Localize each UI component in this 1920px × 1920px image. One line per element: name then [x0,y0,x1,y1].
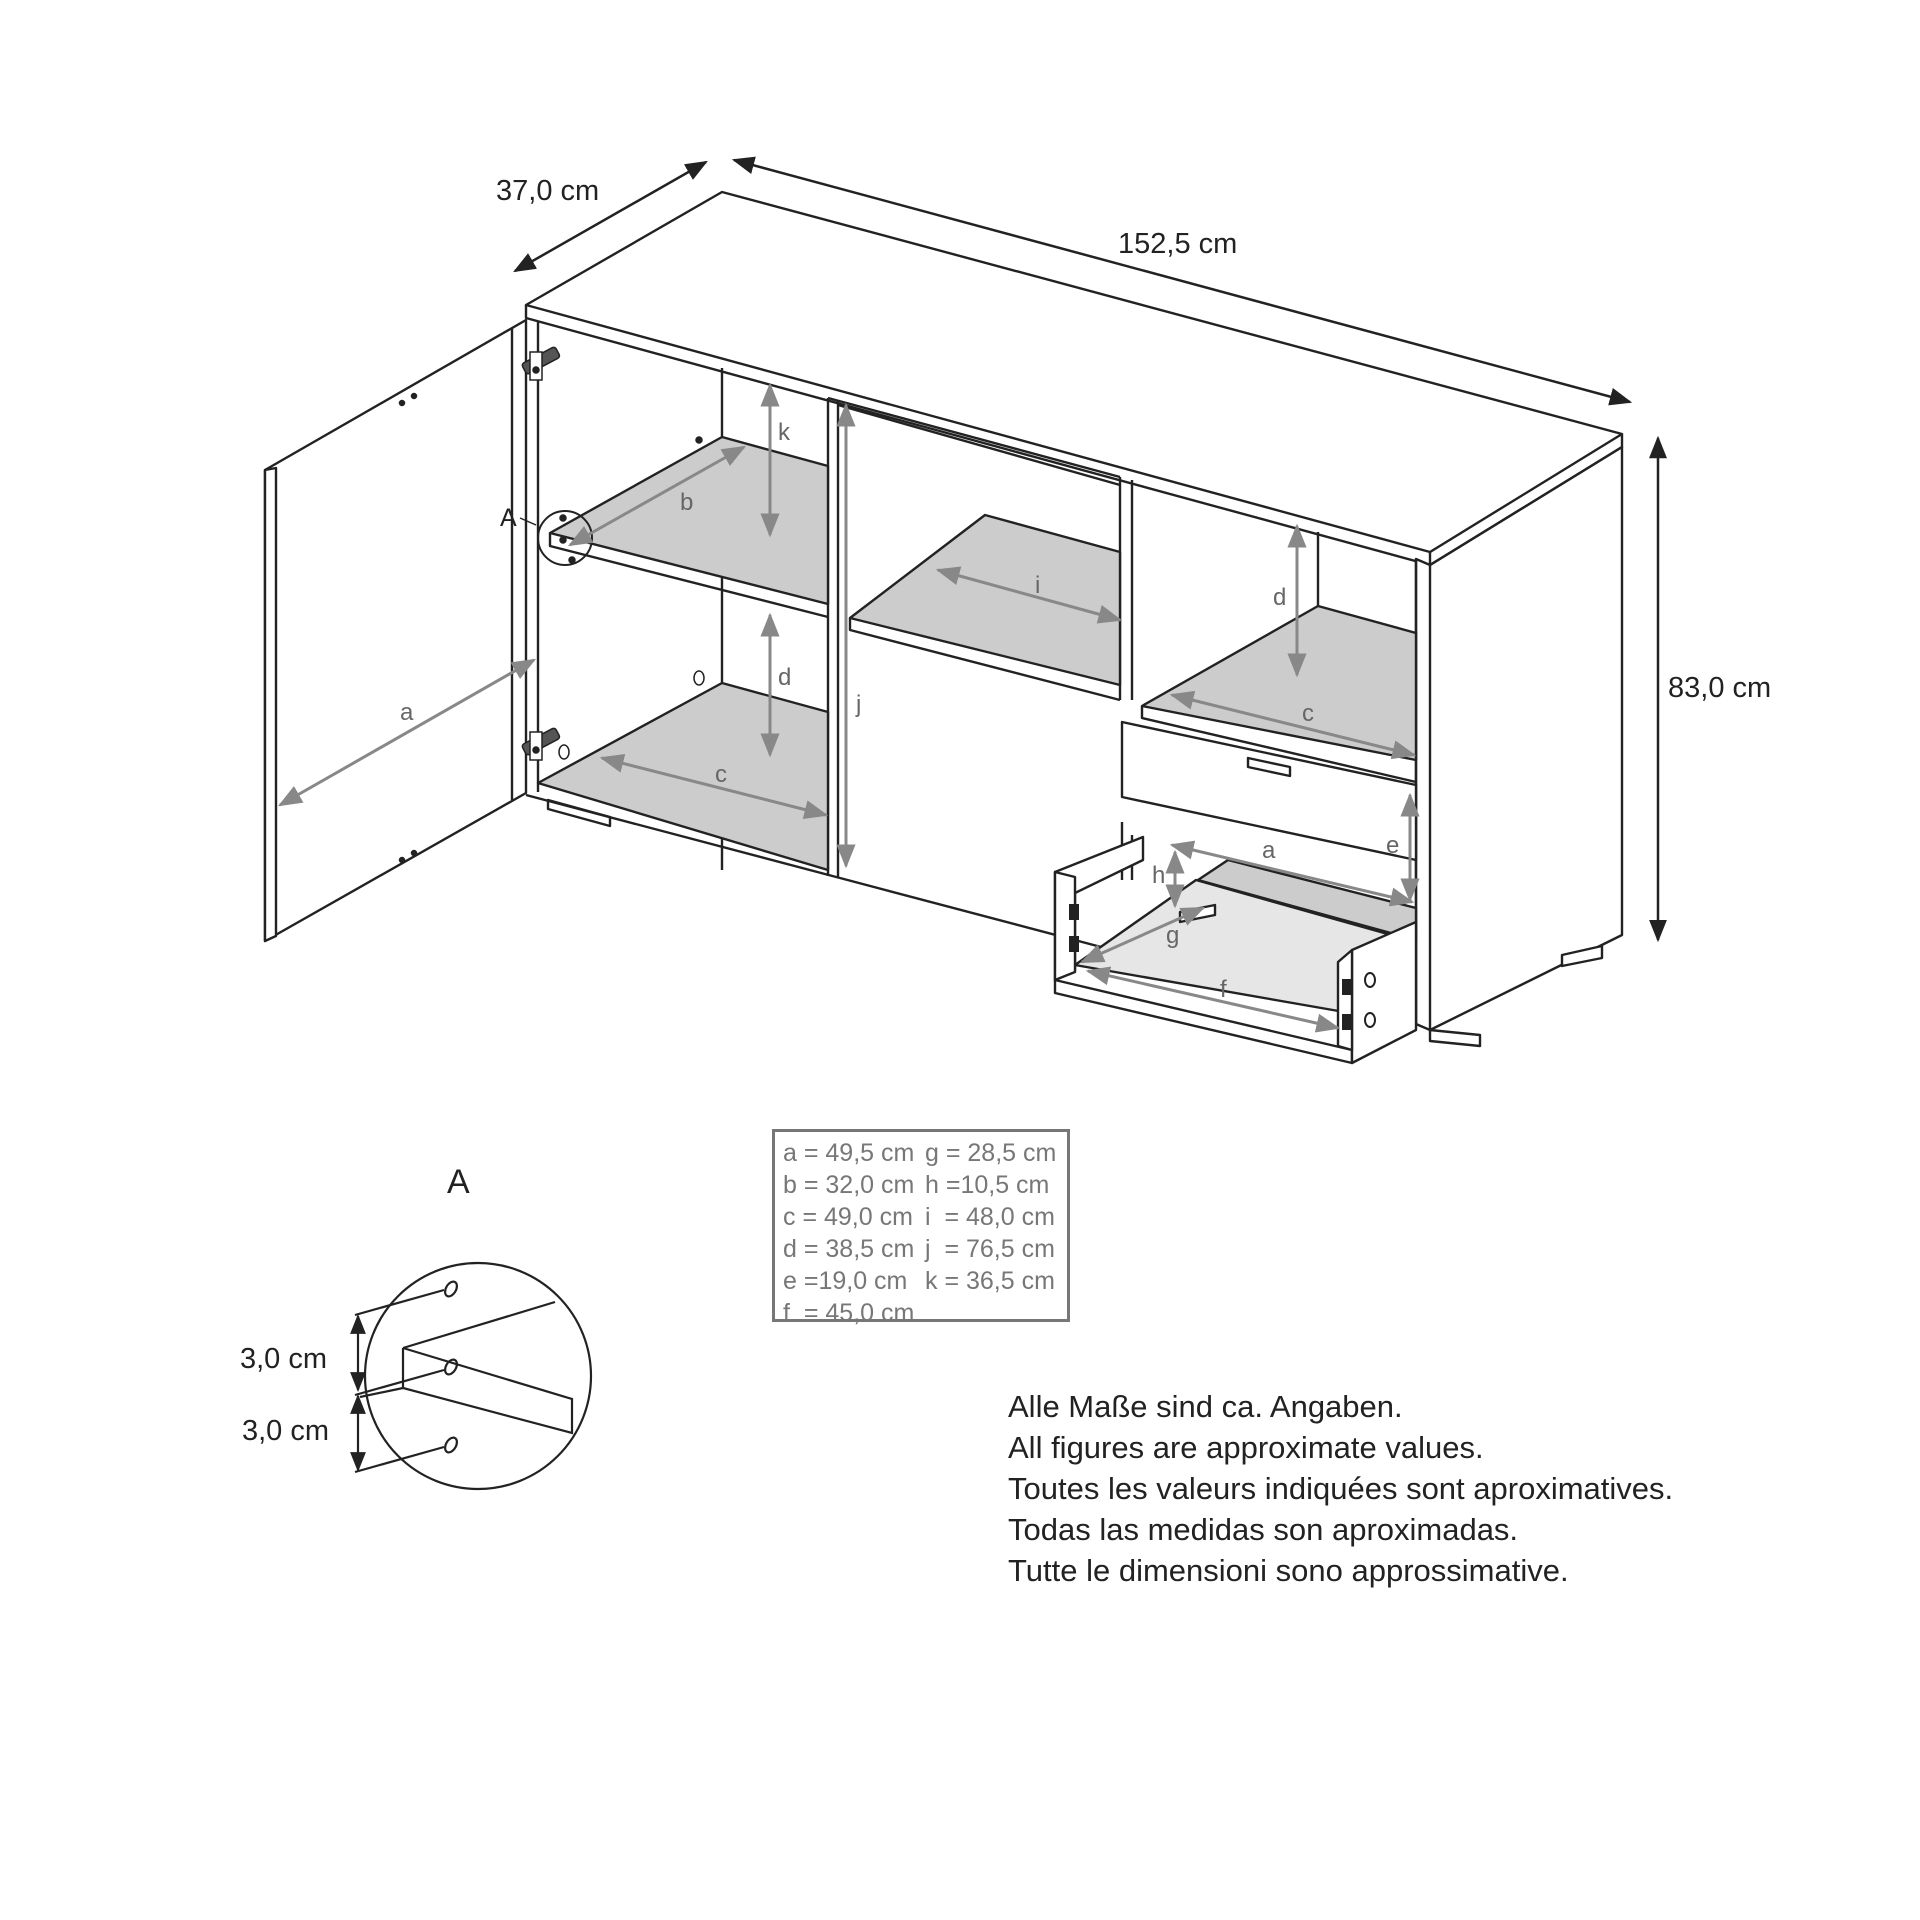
legend-cell-left: a = 49,5 cm [783,1139,915,1167]
legend-row [783,1297,1067,1329]
note-german: Alle Maße sind ca. Angaben. [1008,1389,1403,1424]
depth-dimension-label: 37,0 cm [496,175,600,207]
label-i: i [1035,572,1041,599]
label-d-left: d [778,664,792,691]
cabinet-foot-back [1562,946,1602,966]
label-d-right: d [1273,584,1287,611]
label-b: b [680,489,694,516]
shelf-upper-left [550,437,828,604]
legend-cell-right: h =10,5 cm [925,1171,1050,1199]
detail-a-circle [365,1263,591,1489]
note-french: Toutes les valeurs indiquées sont aproximatives. [1008,1471,1674,1506]
legend-cell-left: f = 45,0 cm [783,1299,915,1327]
legend-cell-right [925,1297,1067,1329]
legend-row [783,1265,1067,1297]
door-edge [265,468,276,941]
approximate-values-notes [1008,1386,1673,1591]
detail-a-hole-bottom [443,1436,460,1455]
door-open [265,320,526,941]
legend-cell-right: k = 36,5 cm [925,1267,1055,1295]
detail-spacing-top-label: 3,0 cm [240,1343,328,1375]
label-a-drawer: a [1262,837,1276,864]
detail-spacing-bottom-label: 3,0 cm [242,1415,330,1447]
label-a-door: a [400,699,414,726]
cabinet-foot-right [1430,1030,1480,1046]
legend-row [783,1169,1067,1201]
label-c-left: c [715,761,727,788]
dimension-legend-table [772,1129,1070,1327]
legend-cell-right: i = 48,0 cm [925,1203,1055,1231]
detail-marker-label: A [500,504,517,532]
legend-cell-right: j = 76,5 cm [925,1235,1055,1263]
label-k: k [778,419,790,446]
cabinet-right-side [1416,559,1430,1030]
label-c-right: c [1302,700,1314,727]
height-dimension-label: 83,0 cm [1668,672,1772,704]
shelf-lower-left [538,683,828,870]
label-h: h [1152,862,1166,889]
shelf-middle [850,515,1120,685]
detail-a-view [355,1263,591,1489]
note-spanish: Todas las medidas son aproximadas. [1008,1512,1519,1547]
legend-cell-left: d = 38,5 cm [783,1235,915,1263]
legend-cell-right: g = 28,5 cm [925,1139,1057,1167]
label-j: j [856,691,862,718]
legend-cell-left: b = 32,0 cm [783,1171,915,1199]
detail-title: A [447,1163,470,1201]
door-front-face [265,320,526,941]
detail-a-hole-top [443,1280,460,1299]
note-italian: Tutte le dimensioni sono approssimative. [1008,1553,1569,1588]
detail-a-shelf-edge [403,1348,572,1433]
note-english: All figures are approximate values. [1008,1430,1484,1465]
legend-row [783,1233,1067,1265]
legend-row [783,1137,1067,1169]
label-f: f [1220,976,1227,1003]
label-g: g [1166,922,1180,949]
label-e: e [1386,832,1400,859]
legend-cell-left: e =19,0 cm [783,1267,908,1295]
legend-row [783,1201,1067,1233]
width-dimension-label: 152,5 cm [1118,228,1238,260]
legend-cell-left: c = 49,0 cm [783,1203,913,1231]
